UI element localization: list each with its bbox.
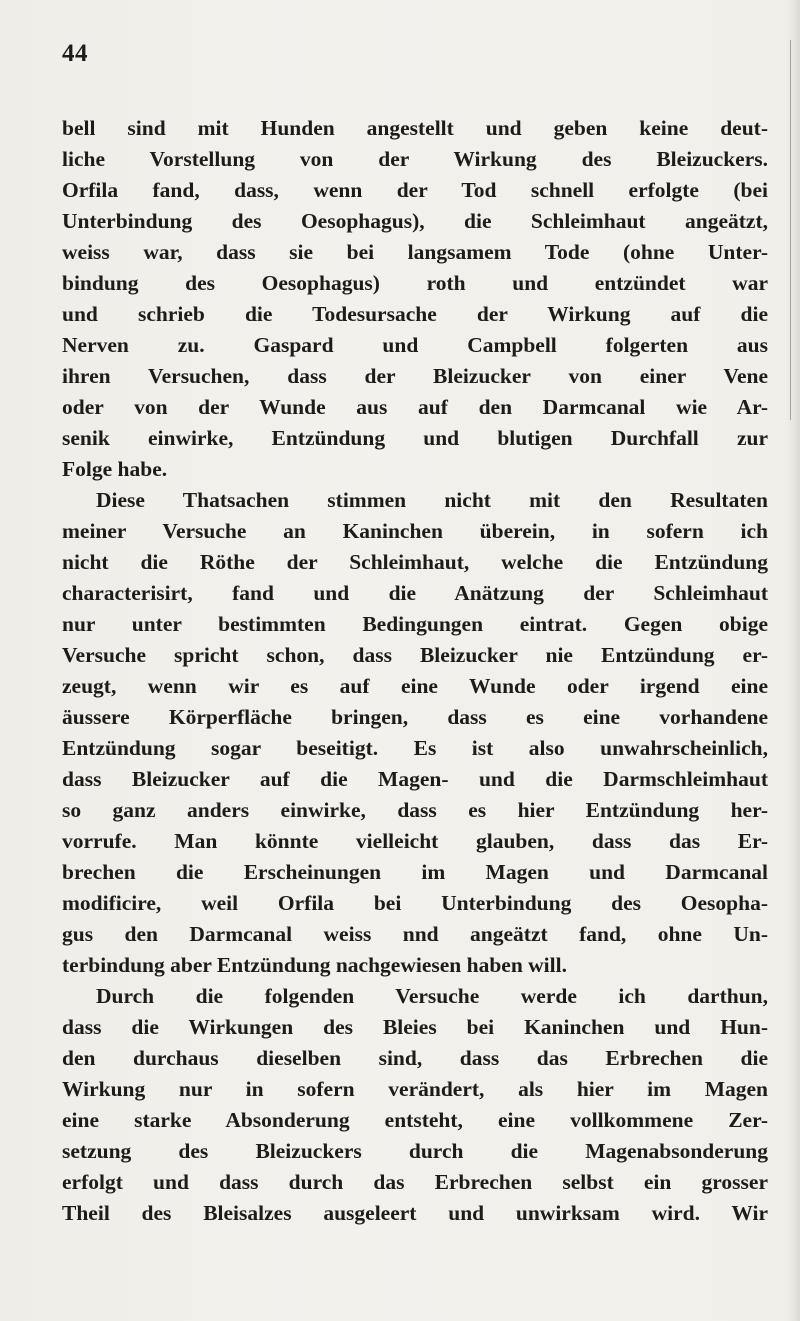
- text-line: eine starke Absonderung entsteht, eine vollkommene Zer-: [62, 1108, 768, 1132]
- text-line: Diese Thatsachen stimmen nicht mit den Resultaten: [96, 488, 768, 512]
- text-line: weiss war, dass sie bei langsamem Tode (ohne Unter-: [62, 240, 768, 264]
- text-line: Unterbindung des Oesophagus), die Schleimhaut angeätzt,: [62, 209, 768, 233]
- text-line: bell sind mit Hunden angestellt und geben keine deut-: [62, 116, 768, 140]
- page-edge-shadow: [786, 0, 800, 1321]
- text-line: Entzündung sogar beseitigt. Es ist also unwahrscheinlich,: [62, 736, 768, 760]
- text-line: nur unter bestimmten Bedingungen eintrat. Gegen obige: [62, 612, 768, 636]
- text-line: terbindung aber Entzündung nachgewiesen haben will.: [62, 953, 567, 977]
- text-line: erfolgt und dass durch das Erbrechen selbst ein grosser: [62, 1170, 768, 1194]
- text-line: nicht die Röthe der Schleimhaut, welche die Entzündung: [62, 550, 768, 574]
- body-text: [62, 113, 768, 1229]
- text-line: und schrieb die Todesursache der Wirkung auf die: [62, 302, 768, 326]
- text-line: Folge habe.: [62, 457, 168, 481]
- text-line: oder von der Wunde aus auf den Darmcanal wie Ar-: [62, 395, 768, 419]
- text-line: bindung des Oesophagus) roth und entzündet war: [62, 271, 768, 295]
- text-line: Wirkung nur in sofern verändert, als hier im Magen: [62, 1077, 768, 1101]
- text-line: setzung des Bleizuckers durch die Magenabsonderung: [62, 1139, 768, 1163]
- text-line: liche Vorstellung von der Wirkung des Bleizuckers.: [62, 147, 768, 171]
- text-line: Versuche spricht schon, dass Bleizucker nie Entzündung er-: [62, 643, 768, 667]
- text-line: Nerven zu. Gaspard und Campbell folgerten aus: [62, 333, 768, 357]
- text-line: senik einwirke, Entzündung und blutigen Durchfall zur: [62, 426, 768, 450]
- text-line: Durch die folgenden Versuche werde ich darthun,: [96, 984, 768, 1008]
- page-number: 44: [62, 40, 88, 67]
- text-line: characterisirt, fand und die Anätzung der Schleimhaut: [62, 581, 768, 605]
- text-line: gus den Darmcanal weiss nnd angeätzt fand, ohne Un-: [62, 922, 768, 946]
- text-line: so ganz anders einwirke, dass es hier Entzündung her-: [62, 798, 768, 822]
- text-line: äussere Körperfläche bringen, dass es eine vorhandene: [62, 705, 768, 729]
- text-line: den durchaus dieselben sind, dass das Erbrechen die: [62, 1046, 768, 1070]
- text-line: meiner Versuche an Kaninchen überein, in sofern ich: [62, 519, 768, 543]
- text-line: ihren Versuchen, dass der Bleizucker von einer Vene: [62, 364, 768, 388]
- text-line: vorrufe. Man könnte vielleicht glauben, dass das Er-: [62, 829, 768, 853]
- text-line: Orfila fand, dass, wenn der Tod schnell erfolgte (bei: [62, 178, 768, 202]
- text-line: brechen die Erscheinungen im Magen und Darmcanal: [62, 860, 768, 884]
- text-line: modificire, weil Orfila bei Unterbindung des Oesopha-: [62, 891, 768, 915]
- text-line: Theil des Bleisalzes ausgeleert und unwirksam wird. Wir: [62, 1201, 768, 1225]
- text-line: dass Bleizucker auf die Magen- und die Darmschleimhaut: [62, 767, 768, 791]
- text-line: zeugt, wenn wir es auf eine Wunde oder irgend eine: [62, 674, 768, 698]
- page-edge-line: [790, 40, 791, 420]
- text-line: dass die Wirkungen des Bleies bei Kaninchen und Hun-: [62, 1015, 768, 1039]
